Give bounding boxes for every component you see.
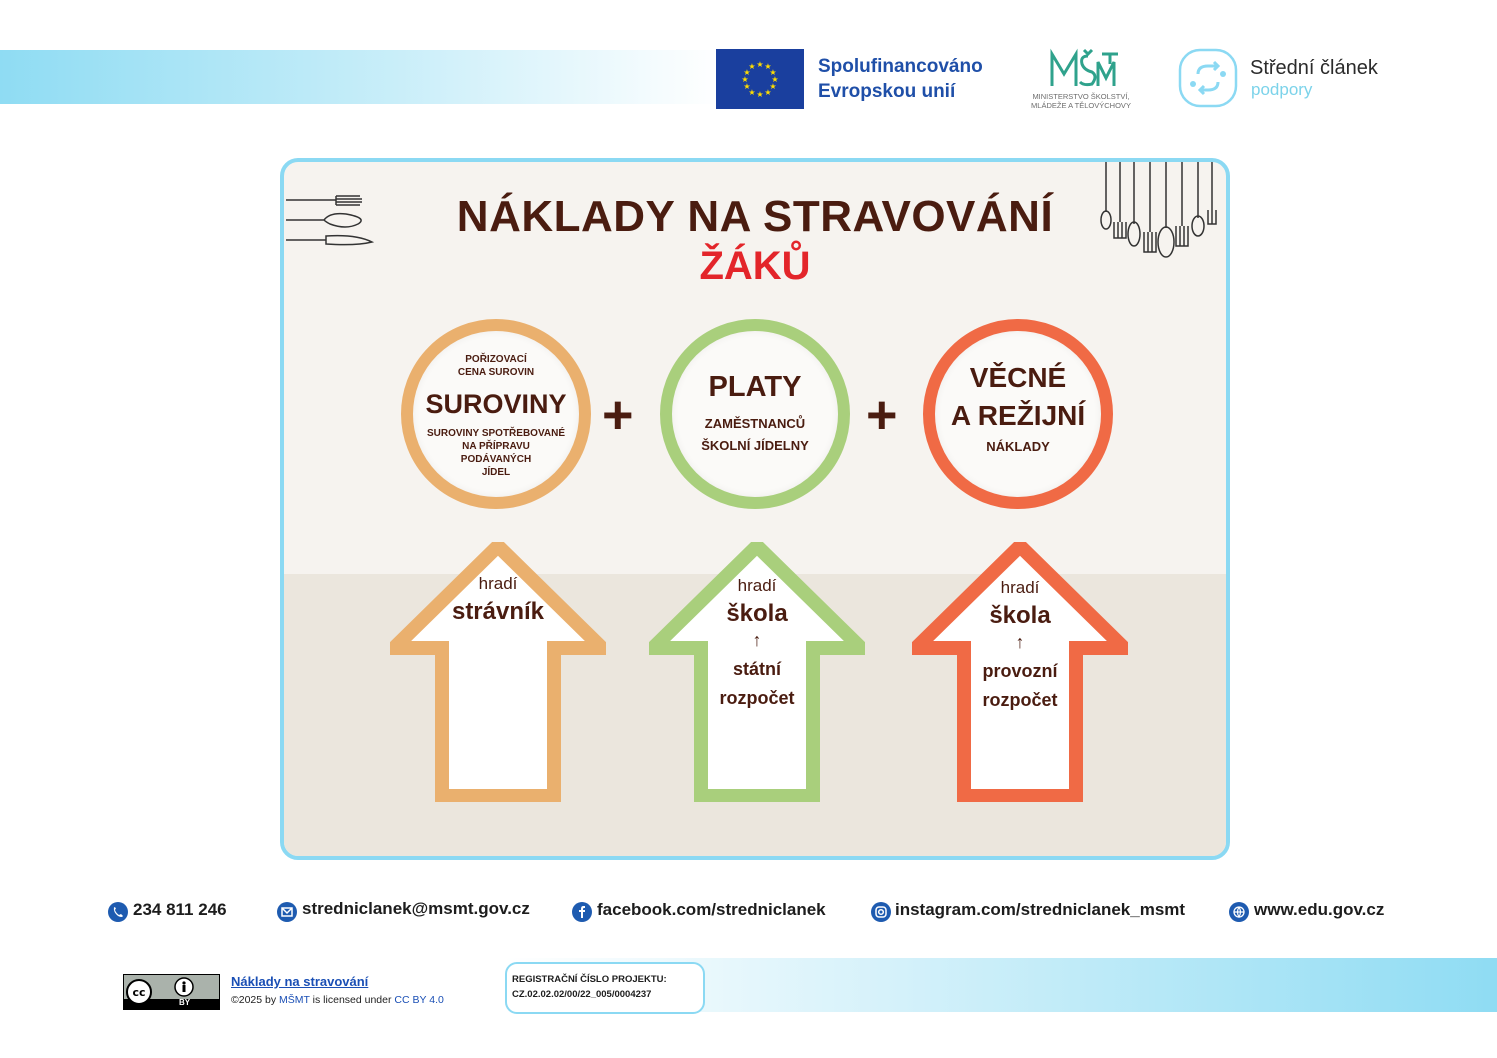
- arrow-1-text: [390, 574, 606, 626]
- svg-text:★: ★: [748, 88, 756, 97]
- arrow-3-line-2: rozpočet: [982, 690, 1058, 710]
- circle-1-bottom-line-1: SUROVINY SPOTŘEBOVANÉ: [427, 428, 565, 439]
- circle-suroviny: [401, 319, 591, 509]
- page-title: NÁKLADY NA STRAVOVÁNÍ: [456, 192, 1054, 241]
- svg-text:★: ★: [771, 75, 779, 84]
- page-subtitle: ŽÁKŮ: [699, 244, 811, 288]
- arrow-3-lines: [912, 657, 1128, 715]
- arrow-3-line-1: provozní: [982, 661, 1058, 681]
- circle-3-main: [935, 359, 1101, 435]
- envelope-icon: [277, 902, 297, 922]
- registration-number: CZ.02.02.02/00/22_005/0004237: [512, 989, 652, 1000]
- arrow-2-up-symbol: ↑: [752, 630, 762, 650]
- svg-text:★: ★: [748, 62, 756, 71]
- svg-text:★: ★: [743, 68, 751, 77]
- stredni-clanek-title: Střední článek: [1250, 57, 1378, 79]
- eu-text-line-1: Spolufinancováno: [818, 56, 983, 77]
- svg-text:★: ★: [756, 90, 764, 99]
- license-owner-link[interactable]: MŠMT: [279, 994, 310, 1006]
- registration-text: [512, 972, 667, 1002]
- arrow-2-line-1: státní: [732, 659, 781, 679]
- cc-badge-by-text: BY: [179, 998, 191, 1007]
- license-title-link[interactable]: Náklady na stravování: [231, 974, 369, 989]
- arrow-2-small: hradí: [737, 576, 777, 595]
- svg-text:★: ★: [741, 75, 749, 84]
- plus-sign-1: +: [602, 385, 634, 445]
- circle-3-main-line-2: A REŽIJNÍ: [950, 400, 1086, 431]
- circle-1-bottom-line-4: JÍDEL: [481, 467, 511, 478]
- arrow-1-small: hradí: [478, 574, 518, 593]
- arrow-2-line-2: rozpočet: [719, 688, 795, 708]
- cc-by-license-badge[interactable]: [123, 974, 220, 1010]
- contact-instagram-link[interactable]: instagram.com/stredniclanek_msmt: [895, 900, 1186, 919]
- circle-3-bottom: NÁKLADY: [986, 439, 1050, 454]
- circle-platy: [660, 319, 850, 509]
- facebook-icon: [572, 902, 592, 922]
- arrow-2-lines: [649, 655, 865, 713]
- svg-text:★: ★: [743, 82, 751, 91]
- registration-label: REGISTRAČNÍ ČÍSLO PROJEKTU:: [512, 974, 667, 985]
- eu-cofinanced-text: [818, 54, 983, 104]
- circle-vecne-rezijni: [923, 319, 1113, 509]
- circle-3-main-line-1: VĚCNÉ: [969, 362, 1067, 393]
- contact-facebook-link[interactable]: facebook.com/stredniclanek: [597, 900, 826, 919]
- arrow-3-text: [912, 578, 1128, 715]
- circle-1-top-line-1: POŘIZOVACÍ: [465, 354, 527, 365]
- svg-text:★: ★: [756, 60, 764, 69]
- contact-phone: 234 811 246: [133, 900, 227, 919]
- msmt-subtitle-line-2: MLÁDEŽE A TĚLOVÝCHOVY: [1031, 101, 1131, 110]
- eu-stars-icon: [716, 49, 804, 109]
- arrow-2-text: [649, 576, 865, 713]
- msmt-subtitle-line-1: MINISTERSTVO ŠKOLSTVÍ,: [1032, 92, 1130, 101]
- circle-2-bottom-line-1: ZAMĚSTNANCŮ: [704, 416, 806, 431]
- stredni-clanek-logo: [1178, 48, 1238, 108]
- circle-1-top-text: [413, 353, 579, 379]
- circle-1-bottom-line-3: PODÁVANÝCH: [460, 454, 532, 465]
- svg-text:★: ★: [769, 82, 777, 91]
- circle-1-main: SUROVINY: [425, 389, 567, 419]
- arrow-1-big: strávník: [451, 598, 545, 625]
- arrow-3-small: hradí: [1000, 578, 1040, 597]
- license-name-link[interactable]: CC BY 4.0: [394, 994, 444, 1006]
- phone-icon: [108, 902, 128, 922]
- circle-2-bottom-line-2: ŠKOLNÍ JÍDELNY: [701, 438, 809, 453]
- globe-icon: [1229, 902, 1249, 922]
- contact-web-link[interactable]: www.edu.gov.cz: [1254, 900, 1385, 919]
- circle-1-bottom-line-2: NA PŘÍPRAVU: [462, 441, 530, 452]
- license-middle: is licensed under: [309, 994, 395, 1006]
- eu-flag-logo: [716, 49, 804, 109]
- arrow-3-big: škola: [989, 602, 1051, 629]
- header-gradient-band: [0, 50, 720, 104]
- instagram-icon: [871, 902, 891, 922]
- plus-sign-2: +: [866, 385, 898, 445]
- stredni-clanek-subtitle: podpory: [1251, 80, 1313, 99]
- contact-email-link[interactable]: stredniclanek@msmt.gov.cz: [302, 899, 530, 918]
- circle-1-top-line-2: CENA SUROVIN: [457, 367, 535, 378]
- svg-text:★: ★: [764, 62, 772, 71]
- arrow-2-big: škola: [726, 600, 788, 627]
- svg-text:cc: cc: [132, 986, 146, 999]
- license-line: [231, 994, 444, 1006]
- infographic-card: [280, 158, 1230, 860]
- svg-text:★: ★: [764, 88, 772, 97]
- eu-text-line-2: Evropskou unií: [818, 81, 956, 102]
- circle-1-bottom-text: [413, 427, 579, 479]
- svg-text:★: ★: [769, 68, 777, 77]
- license-prefix: ©2025 by: [231, 994, 280, 1006]
- circle-2-bottom-text: [672, 413, 838, 457]
- arrow-3-up-symbol: ↑: [1015, 632, 1025, 652]
- circle-2-main: PLATY: [708, 371, 802, 403]
- msmt-subtitle: [1016, 92, 1146, 110]
